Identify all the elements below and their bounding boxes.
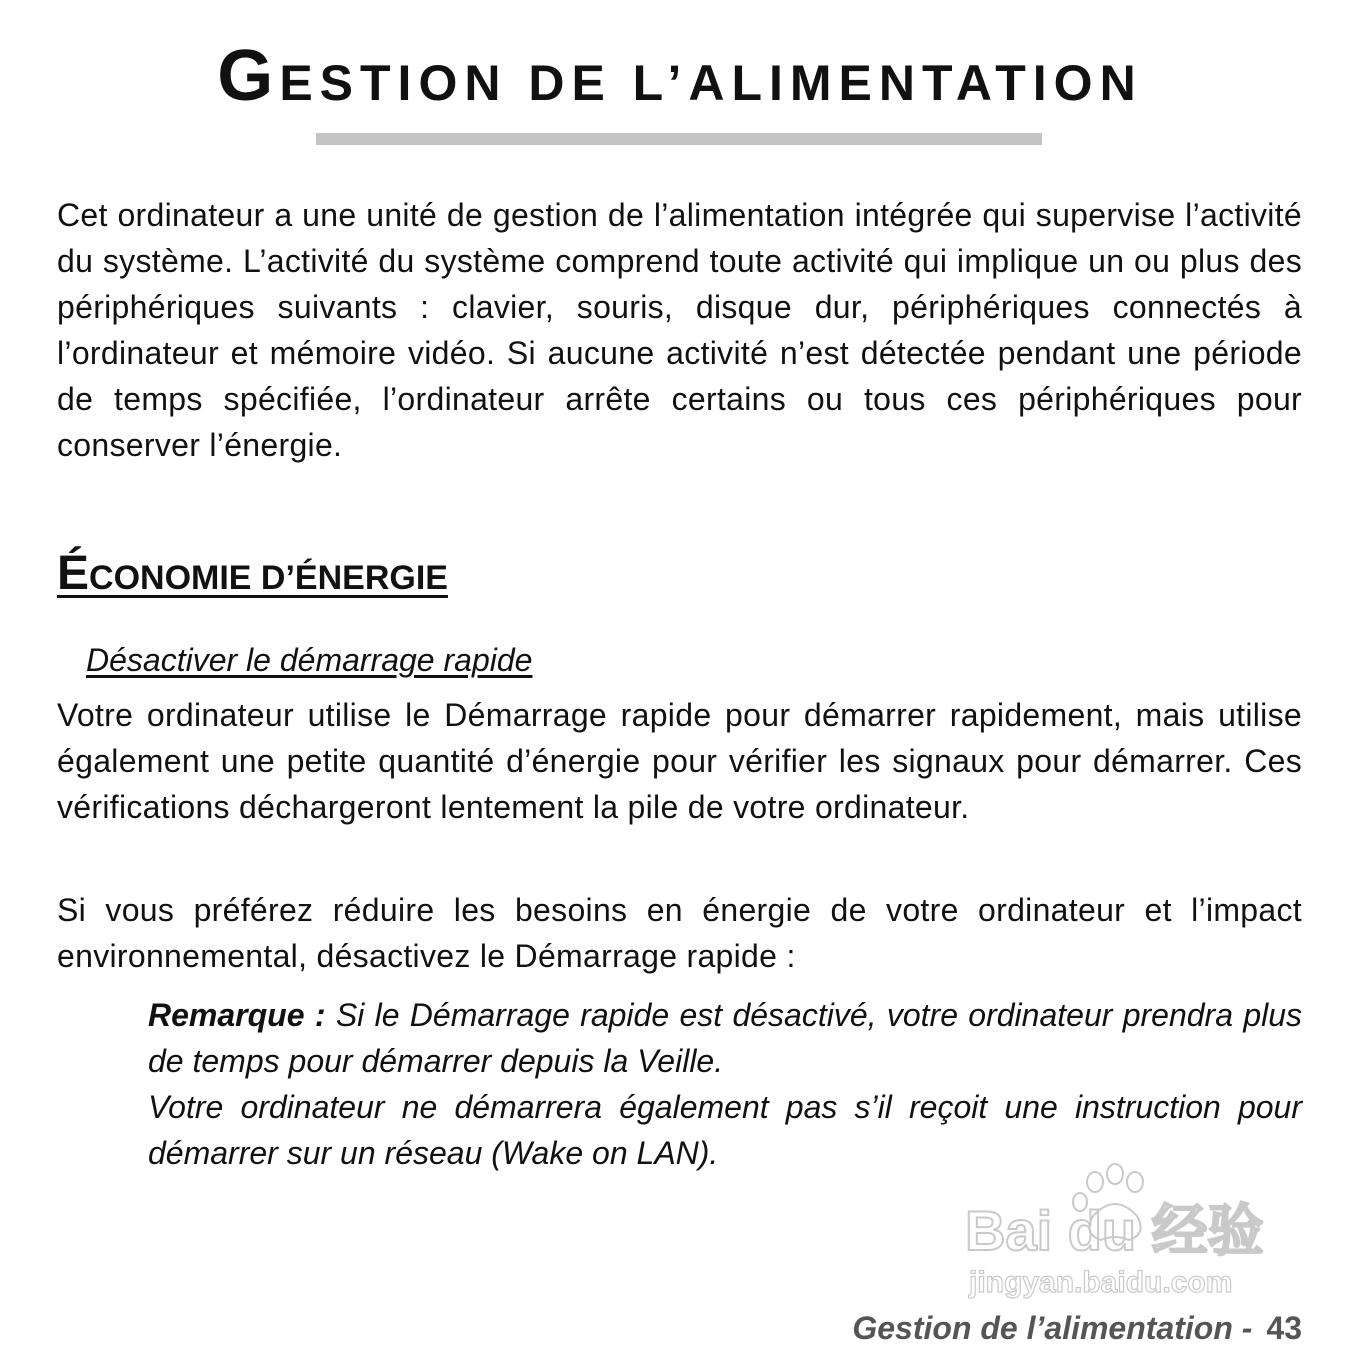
subheading: Désactiver le démarrage rapide [86, 642, 533, 678]
note-label: Remarque : [148, 997, 326, 1033]
watermark-brand: Bai du 经验 [965, 1199, 1264, 1262]
section-heading [57, 544, 448, 608]
reduce-energy-paragraph: Si vous préférez réduire les besoins en énergie de votre ordinateur et l’impact environnemental, désactivez le Démarrage rapide : [57, 892, 1302, 974]
watermark-url: jingyan.baidu.com [969, 1266, 1233, 1299]
note-text-1: Si le Démarrage rapide est désactivé, votre ordinateur prendra plus de temps pour démarrer depuis la Veille. [148, 997, 1303, 1079]
page-footer [852, 1305, 1302, 1351]
fast-startup-paragraph: Votre ordinateur utilise le Démarrage rapide pour démarrer rapidement, mais utilise également une petite quantité d’énergie pour vérifier les signaux pour démarrer. Ces vérifications déchargeront lentement la pile de votre ordinateur. [57, 697, 1302, 825]
title-first-letter: G [217, 36, 280, 116]
baidu-watermark [965, 1160, 1285, 1300]
section-first-letter: É [57, 547, 90, 600]
page-title [0, 36, 1360, 116]
note-text-2: Votre ordinateur ne démarrera également pas s’il reçoit une instruction pour démarrer sur un réseau (Wake on LAN). [148, 1089, 1302, 1171]
footer-section: Gestion de l’alimentation - [852, 1310, 1253, 1346]
page-number: 43 [1266, 1310, 1302, 1346]
note-line-1 [148, 992, 1302, 1084]
note-block [148, 992, 1302, 1176]
section-rest: CONOMIE D’ÉNERGIE [89, 559, 448, 597]
title-underline-bar [316, 133, 1042, 145]
title-rest: ESTION DE L’ALIMENTATION [279, 55, 1143, 111]
intro-paragraph: Cet ordinateur a une unité de gestion de l’alimentation intégrée qui supervise l’activité du système. L’activité du système comprend toute activité qui implique un ou plus des périphériques suivants : clavier, souris, disque dur, périphériques connectés à l’ordinateur et mémoire vidéo. Si aucune activité n’est détectée pendant une période de temps spécifiée, l’ordinateur arrête certains ou tous ces périphériques pour conserver l’énergie. [57, 197, 1302, 463]
